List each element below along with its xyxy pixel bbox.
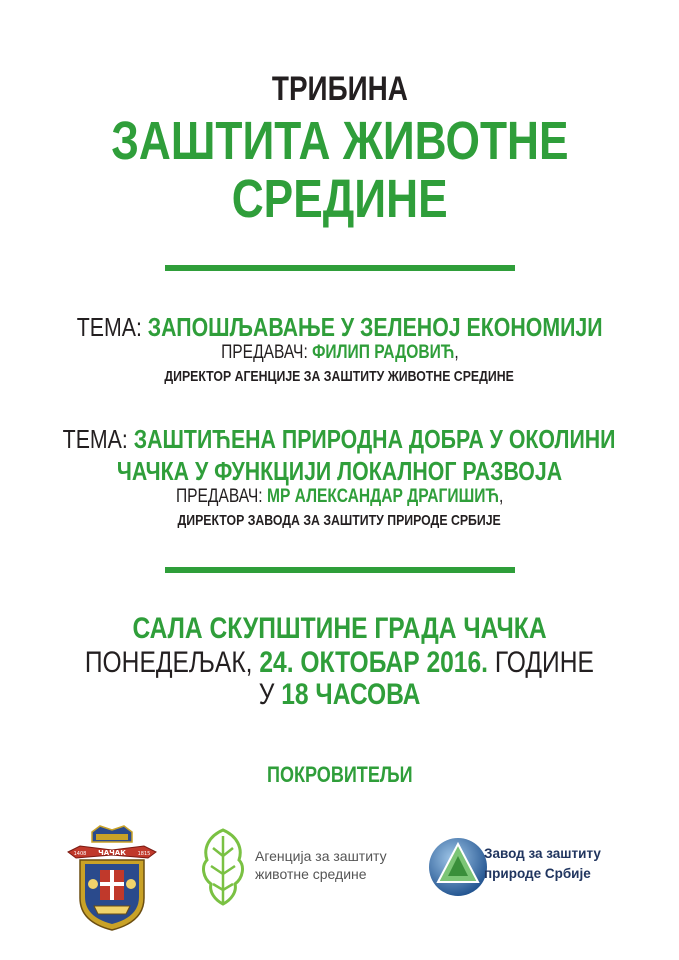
- topic-2-line2: [0, 456, 679, 487]
- lecturer-1-position: [0, 368, 679, 385]
- lecturer-2: ПРЕДАВАЧ: МР АЛЕКСАНДАР ДРАГИШИЋ,: [175, 486, 504, 507]
- topic-2: [0, 424, 679, 455]
- topic-2-title-line1: ЗАШТИЋЕНА ПРИРОДНА ДОБРА У ОКОЛИНИ: [134, 424, 616, 454]
- time-line: [0, 678, 679, 712]
- topic-2-label: ТЕМА:: [63, 424, 129, 454]
- lecturer-1: ПРЕДАВАЧ: ФИЛИП РАДОВИЋ,: [220, 342, 459, 363]
- lecturer-2-position-text: ДИРЕКТОР ЗАВОДА ЗА ЗАШТИТУ ПРИРОДЕ СРБИЈЕ: [177, 512, 502, 529]
- event-type-text: ТРИБИНА: [271, 70, 408, 108]
- venue: [0, 612, 679, 646]
- lecturer-1-label: ПРЕДАВАЧ:: [220, 342, 308, 363]
- lecturer-2-label: ПРЕДАВАЧ:: [175, 486, 263, 507]
- agency-name-line1: Агенција за заштиту: [255, 848, 387, 864]
- topic-1: [0, 312, 679, 343]
- crest-banner-text: ЧАЧАК: [98, 849, 126, 857]
- year-suffix-text: ГОДИНЕ: [494, 646, 595, 679]
- topic-1-label: ТЕМА:: [76, 312, 142, 342]
- lecturer-1-position-text: ДИРЕКТОР АГЕНЦИЈЕ ЗА ЗАШТИТУ ЖИВОТНЕ СРЕДИНЕ: [164, 368, 515, 385]
- topic-1-title: ЗАПОШЉАВАЊЕ У ЗЕЛЕНОЈ ЕКОНОМИЈИ: [147, 312, 603, 342]
- crest-year-right: 1815: [137, 851, 151, 857]
- crest-year-left: 1408: [73, 851, 87, 857]
- date-line: [0, 646, 679, 680]
- event-title-line1-text: ЗАШТИТА ЖИВОТНЕ: [110, 111, 569, 171]
- day-text: ПОНЕДЕЉАК,: [84, 646, 253, 679]
- zavod-name-line1: Завод за заштиту: [484, 846, 601, 861]
- time-text: 18 ЧАСОВА: [281, 678, 421, 711]
- event-title-line2: [0, 168, 679, 230]
- event-title-line1: [0, 110, 679, 172]
- date-text: 24. ОКТОБАР 2016.: [259, 646, 489, 679]
- lecturer-2-position: [0, 512, 679, 529]
- divider-bottom: [165, 567, 515, 573]
- time-prefix-text: У: [258, 678, 275, 711]
- zavod-name-line2: природе Србије: [484, 866, 591, 881]
- city-crest-logo: [66, 822, 158, 932]
- divider-top: [165, 265, 515, 271]
- topic-2-title-line2: ЧАЧКА У ФУНКЦИЈИ ЛОКАЛНОГ РАЗВОЈА: [116, 456, 563, 486]
- agency-name-line2: животне средине: [255, 866, 367, 882]
- event-type: [0, 70, 679, 109]
- event-title-line2-text: СРЕДИНЕ: [231, 169, 448, 229]
- lecturer-2-name: МР АЛЕКСАНДАР ДРАГИШИЋ: [266, 486, 499, 507]
- sponsors-title: [0, 762, 679, 788]
- lecturer-1-name: ФИЛИП РАДОВИЋ: [311, 342, 454, 363]
- venue-text: САЛА СКУПШТИНЕ ГРАДА ЧАЧКА: [132, 612, 547, 645]
- sponsors-title-text: ПОКРОВИТЕЉИ: [266, 762, 413, 787]
